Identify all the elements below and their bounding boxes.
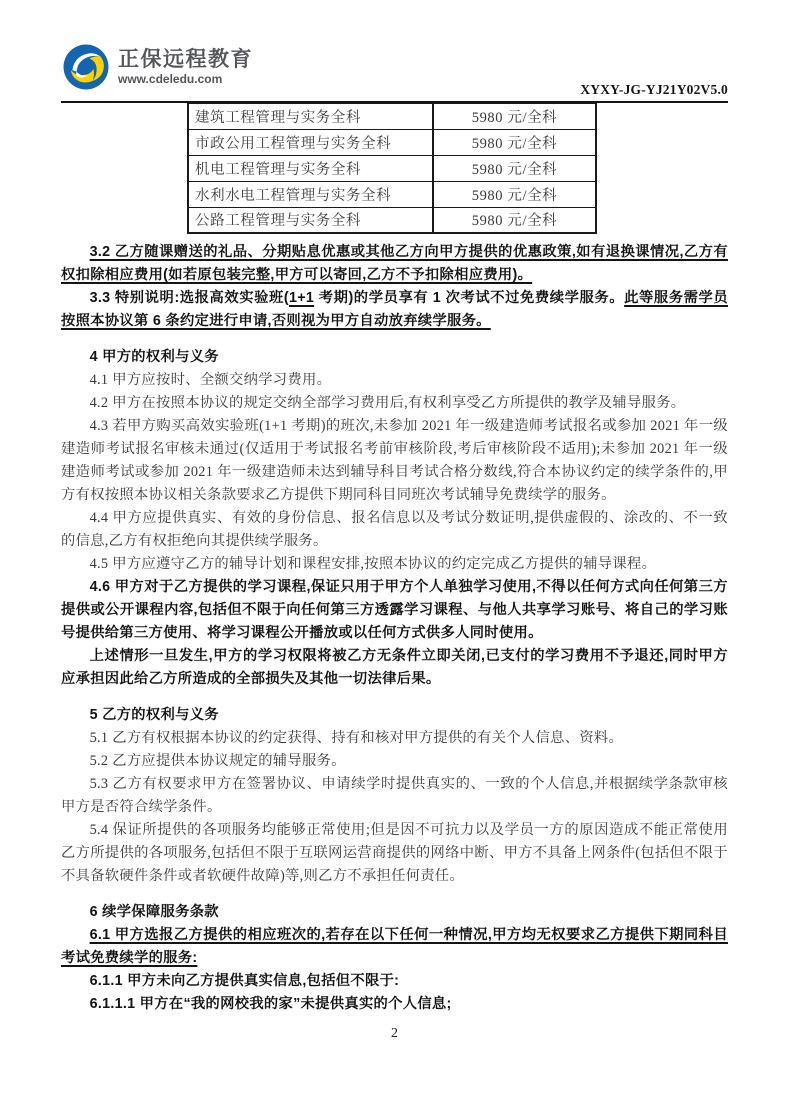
section-heading: 5 乙方的权利与义务 — [89, 707, 219, 723]
page-header — [61, 0, 728, 103]
course-price-cell: 5980 元/全科 — [433, 103, 596, 129]
contract-paragraph: 上述情形一旦发生,甲方的学习权限将被乙方无条件立即关闭,已支付的学习费用不予退还,同时甲方应承担因此给乙方所造成的全部损失及其他一切法律后果。 — [61, 648, 728, 687]
table-row — [188, 207, 596, 233]
contract-paragraph: 6.1.1.1 甲方在“我的网校我的家”未提供真实的个人信息; — [89, 996, 452, 1012]
contract-paragraph: 6.1 甲方选报乙方提供的相应班次的,若存在以下任何一种情况,甲方均无权要求乙方提供下期同科目考试免费续学的服务: — [61, 927, 728, 966]
course-price-cell: 5980 元/全科 — [433, 181, 596, 207]
contract-paragraph: 4.3 若甲方购买高效实验班(1+1 考期)的班次,未参加 2021 年一级建造师考试报名或参加 2021 年一级建造师考试报名审核未通过(仅适用于考试报名考前审核阶段,考后审核阶段不适用);未参加 2021 年一级建造师考试或参加 2021 年一级建造师未达到辅导科目考试合格分数线,符合本协议约定的续学条件的,甲方有权按照本协议相关条款要求乙方提供下期同科目同班次考试辅导免费续学的服务。 — [61, 418, 728, 503]
table-row — [188, 181, 596, 207]
brand-name: 正保远程教育 — [118, 47, 253, 71]
course-name-cell: 公路工程管理与实务全科 — [188, 207, 433, 233]
section-heading: 6 续学保障服务条款 — [89, 904, 219, 920]
table-row — [188, 103, 596, 129]
contract-paragraph: 4.6 甲方对于乙方提供的学习课程,保证只用于甲方个人单独学习使用,不得以任何方式向任何第三方提供或公开课程内容,包括但不限于向任何第三方透露学习课程、与他人共享学习账号、将自己的学习账号提供给第三方使用、将学习课程公开播放或以任何方式供多人同时使用。 — [61, 579, 728, 641]
contract-paragraph: 5.3 乙方有权要求甲方在签署协议、申请续学时提供真实的、一致的个人信息,并根据续学条款审核甲方是否符合续学条件。 — [61, 776, 728, 815]
brand-block — [63, 44, 253, 90]
contract-paragraph: 5.4 保证所提供的各项服务均能够正常使用;但是因不可抗力以及学员一方的原因造成不能正常使用乙方所提供的各项服务,包括但不限于互联网运营商提供的网络中断、甲方不具备上网条件(包括但不限于不具备软硬件条件或者软硬件故障)等,则乙方不承担任何责任。 — [61, 822, 728, 884]
contract-body — [61, 241, 728, 1016]
contract-paragraph: 5.2 乙方应提供本协议规定的辅导服务。 — [89, 753, 346, 769]
contract-paragraph: 4.5 甲方应遵守乙方的辅导计划和课程安排,按照本协议的约定完成乙方提供的辅导课程。 — [89, 556, 657, 572]
course-price-cell: 5980 元/全科 — [433, 155, 596, 181]
brand-logo-icon — [63, 44, 109, 90]
text-run: 1+1 — [289, 290, 315, 306]
page-number: 2 — [391, 1026, 398, 1041]
text-run: 3.3 特别说明:选报高效实验班( — [89, 290, 289, 306]
contract-paragraph: 5.1 乙方有权根据本协议的约定获得、持有和核对甲方提供的有关个人信息、资料。 — [89, 730, 624, 746]
course-price-cell: 5980 元/全科 — [433, 207, 596, 233]
course-price-cell: 5980 元/全科 — [433, 129, 596, 155]
contract-paragraph: 3.2 乙方随课赠送的礼品、分期贴息优惠或其他乙方向甲方提供的优惠政策,如有退换课情况,乙方有权扣除相应费用(如若原包装完整,甲方可以寄回,乙方不予扣除相应费用)。 — [61, 244, 728, 283]
contract-paragraph: 4.1 甲方应按时、全额交纳学习费用。 — [89, 372, 332, 388]
brand-url: www.cdeledu.com — [118, 72, 223, 87]
text-run: 考期)的学员享有 1 次考试不过免费续学服务。 — [314, 290, 625, 306]
contract-paragraph: 4.4 甲方应提供真实、有效的身份信息、报名信息以及考试分数证明,提供虚假的、涂改的、不一致的信息,乙方有权拒绝向其提供续学服务。 — [61, 510, 728, 549]
text-run: 此等服务需学员按照本协议第 6 条约定进行申请,否则视为甲方自动放弃续学服务。 — [61, 290, 728, 329]
table-row — [188, 129, 596, 155]
course-name-cell: 建筑工程管理与实务全科 — [188, 103, 433, 129]
contract-paragraph: 6.1.1 甲方未向乙方提供真实信息,包括但不限于: — [89, 973, 400, 989]
price-table-body — [188, 103, 596, 233]
table-row — [188, 155, 596, 181]
brand-text — [118, 48, 253, 86]
price-table — [187, 102, 597, 234]
section-heading: 4 甲方的权利与义务 — [89, 349, 219, 365]
contract-paragraph: 4.2 甲方在按照本协议的规定交纳全部学习费用后,有权利享受乙方所提供的教学及辅导服务。 — [89, 395, 686, 411]
contract-paragraph — [61, 287, 728, 333]
document-code: XYXY-JG-YJ21Y02V5.0 — [580, 82, 728, 97]
course-name-cell: 市政公用工程管理与实务全科 — [188, 129, 433, 155]
course-name-cell: 水利水电工程管理与实务全科 — [188, 181, 433, 207]
course-name-cell: 机电工程管理与实务全科 — [188, 155, 433, 181]
